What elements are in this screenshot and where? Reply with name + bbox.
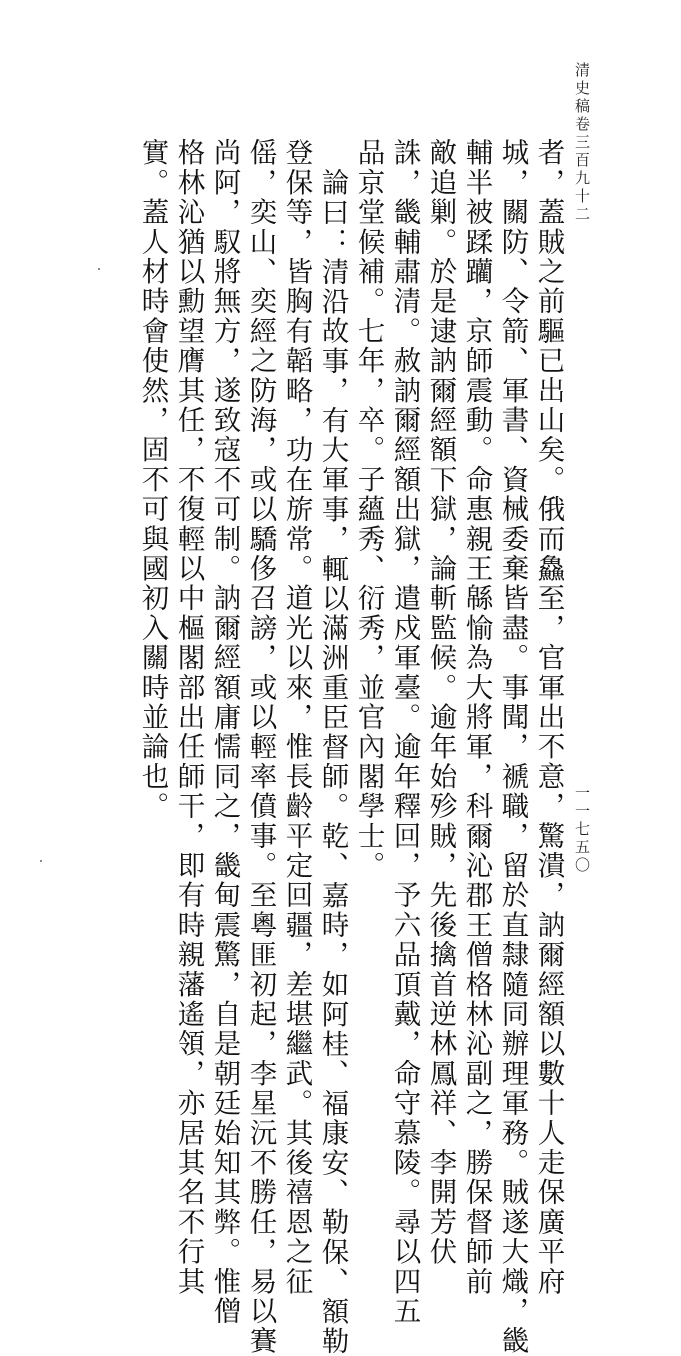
scan-speck — [98, 268, 100, 270]
text-column-13: 實。蓋人材時會使然，固不可與國初入關時並論也。 — [136, 138, 169, 822]
scan-speck — [40, 860, 42, 862]
page-number: 一一七五〇 — [573, 785, 591, 875]
text-column-5: 誅，畿輔肅清。赦訥爾經額出獄，遣戍軍臺。逾年釋回，予六品頂戴，命守慕陵。尋以四五 — [388, 138, 421, 1326]
text-column-6: 品京堂候補。七年，卒。子蘊秀、衍秀，並官內閣學士。 — [352, 138, 385, 881]
text-column-3: 輔半被蹂躪，京師震動。命惠親王緜愉為大將軍，科爾沁郡王僧格林沁副之，勝保督師前 — [460, 138, 493, 1297]
text-column-11: 尚阿，馭將無方，遂致寇不可制。訥爾經額庸懦同之，畿甸震驚，自是朝廷始知其弊。惟僧 — [208, 138, 241, 1326]
text-column-2: 城，關防、令箭、軍書、資械委棄皆盡。事聞，褫職，留於直隸隨同辦理軍務。賊遂大熾，畿 — [496, 138, 529, 1356]
running-title: 清史稿卷三百九十二 — [573, 62, 591, 224]
text-column-10: 傜，奕山、奕經之防海，或以驕侈召謗，或以輕率僨事。至粵匪初起，李星沅不勝任，易以賽 — [244, 138, 277, 1356]
text-column-9: 登保等，皆胸有韜略，功在旂常。道光以來，惟長齡平定回疆，差堪繼武。其後禧恩之征 — [280, 138, 313, 1297]
text-column-8: 論曰：清沿故事，有大軍事，輒以滿洲重臣督師。乾、嘉時，如阿桂、福康安、勒保、額勒 — [316, 168, 349, 1356]
text-column-4: 敵追剿。於是逮訥爾經額下獄，論斬監候。逾年始殄賊，先後擒首逆林鳳祥、李開芳伏 — [424, 138, 457, 1267]
text-column-12: 格林沁猶以勳望膺其任，不復輕以中樞閣部出任師干，即有時親藩遙領，亦居其名不行其 — [172, 138, 205, 1297]
text-column-1: 者，蓋賊之前驅已出山矣。俄而鱻至，官軍出不意，驚潰，訥爾經額以數十人走保廣平府 — [532, 138, 565, 1297]
